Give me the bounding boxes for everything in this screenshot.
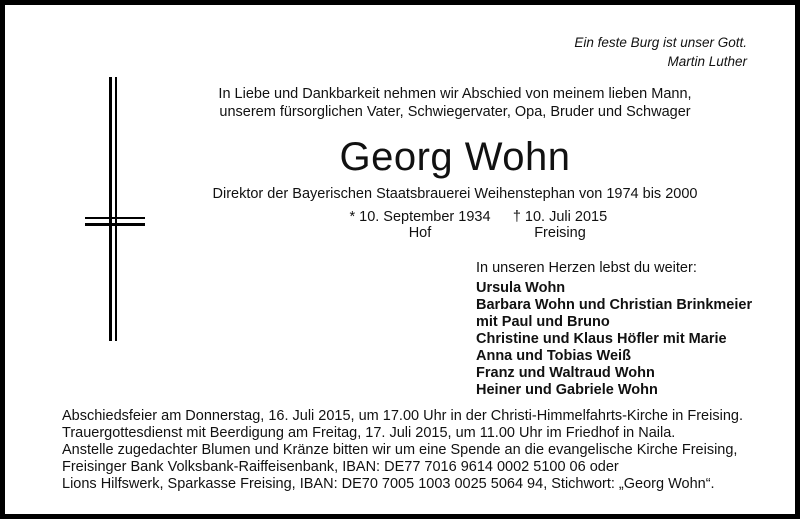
survivor-line: Christine und Klaus Höfler mit Marie — [476, 331, 727, 347]
cross-icon — [85, 77, 145, 341]
deceased-name: Georg Wohn — [339, 135, 571, 179]
survivor-line: Anna und Tobias Weiß — [476, 348, 631, 364]
quote-text: Ein feste Burg ist unser Gott. — [574, 35, 747, 50]
notice-line: Trauergottesdienst mit Beerdigung am Freitag, 17. Juli 2015, um 11.00 Uhr im Friedhof in Naila. — [62, 425, 676, 441]
death-date: † 10. Juli 2015 — [512, 209, 608, 225]
intro-text — [215, 85, 695, 121]
intro-line: unserem fürsorglichen Vater, Schwiegervater, Opa, Bruder und Schwager — [219, 104, 691, 120]
notice-line: Freisinger Bank Volksbank-Raiffeisenbank, IBAN: DE77 7016 9614 0002 5100 06 oder — [62, 459, 619, 475]
notice-line: Abschiedsfeier am Donnerstag, 16. Juli 2015, um 17.00 Uhr in der Christi-Himmelfahrts-Kirche in Freising. — [62, 408, 743, 424]
birth-place: Hof — [408, 225, 432, 241]
birth-info — [335, 209, 505, 241]
birth-date: * 10. September 1934 — [349, 209, 491, 225]
notice-line: Lions Hilfswerk, Sparkasse Freising, IBAN: DE70 7005 1003 0025 5064 94, Stichwort: „Georg Wohn“. — [62, 476, 715, 492]
survivor-line: Barbara Wohn und Christian Brinkmeier — [476, 297, 753, 313]
quote-author: Martin Luther — [667, 54, 747, 69]
deceased-position: Direktor der Bayerischen Staatsbrauerei Weihenstephan von 1974 bis 2000 — [212, 186, 698, 202]
bible-quote — [574, 33, 747, 71]
intro-line: In Liebe und Dankbarkeit nehmen wir Abschied von meinem lieben Mann, — [218, 86, 692, 102]
notice-line: Anstelle zugedachter Blumen und Kränze bitten wir um eine Spende an die evangelische Kirche Freising, — [62, 442, 738, 458]
survivor-line: Ursula Wohn — [476, 280, 566, 296]
survivors-heading: In unseren Herzen lebst du weiter: — [476, 260, 697, 276]
service-notice — [62, 408, 762, 493]
death-info — [505, 209, 615, 241]
survivor-line: Heiner und Gabriele Wohn — [476, 382, 658, 398]
survivor-line: mit Paul und Bruno — [476, 314, 610, 330]
survivor-line: Franz und Waltraud Wohn — [476, 365, 655, 381]
survivors-list — [476, 280, 752, 399]
death-place: Freising — [534, 225, 586, 241]
